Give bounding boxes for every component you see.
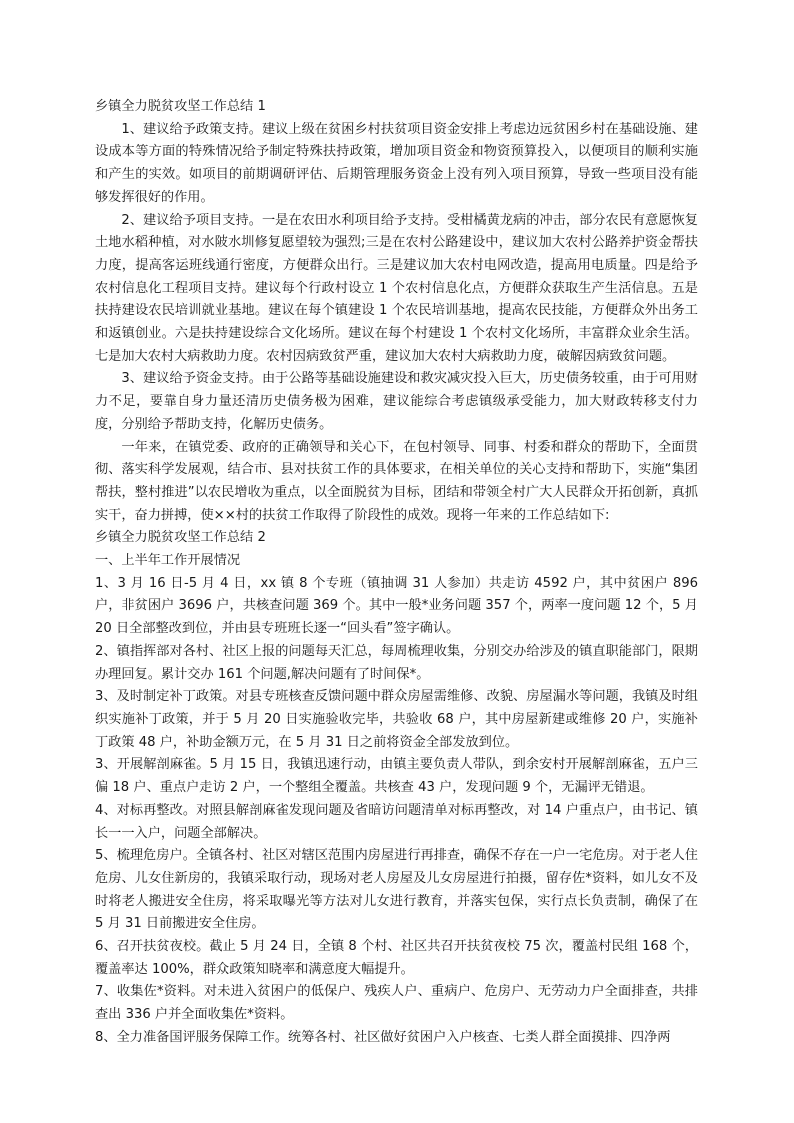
list-item: 3、开展解剖麻雀。5 月 15 日，我镇迅速行动，由镇主要负责人带队，到余安村开展解剖麻雀，五户三偏 18 户、重点户走访 2 户，一个整组全覆盖。共核查 43 户，发现问题 9 个，无漏评无错退。 bbox=[95, 757, 698, 796]
paragraph-fund-support: 3、建议给予资金支持。由于公路等基础设施建设和救灾减灾投入巨大，历史债务较重，由于可用财力不足，要靠自身力量还清历史债务极为困难，建议能综合考虑镇级承受能力，加大财政转移支付力度，分别给予帮助支持，化解历史债务。 bbox=[95, 371, 698, 432]
list-item: 7、收集佐*资料。对未进入贫困户的低保户、残疾人户、重病户、危房户、无劳动力户全面排查，共排查出 336 户并全面收集佐*资料。 bbox=[95, 984, 698, 1023]
section-heading: 一、上半年工作开展情况 bbox=[95, 553, 241, 569]
list-item: 3、及时制定补丁政策。对县专班核查反馈问题中群众房屋需维修、改貌、房屋漏水等问题，我镇及时组织实施补丁政策，并于 5 月 20 日实施验收完毕，共验收 68 户，其中房屋新建或维修 20 户，实施补丁政策 48 户，补助金额万元，在 5 月 31 日之前将资金全部发放到位。 bbox=[95, 689, 698, 750]
document-title-1: 乡镇全力脱贫攻坚工作总结 1 bbox=[95, 99, 266, 114]
paragraph-policy-support: 1、建议给予政策支持。建议上级在贫困乡村扶贫项目资金安排上考虑边远贫困乡村在基础设施、建设成本等方面的特殊情况给予制定特殊扶持政策，增加项目资金和物资预算投入，以便项目的顺利实施和产生的实效。如项目的前期调研评估、后期管理服务资金上没有列入项目预算，导致一些项目没有能够发挥很好的作用。 bbox=[95, 121, 698, 205]
list-item: 6、召开扶贫夜校。截止 5 月 24 日，全镇 8 个村、社区共召开扶贫夜校 75 次，覆盖村民组 168 个，覆盖率达 100%，群众政策知晓率和满意度大幅提升。 bbox=[95, 939, 698, 977]
list-item: 1、3 月 16 日-5 月 4 日，xx 镇 8 个专班（镇抽调 31 人参加）共走访 4592 户，其中贫困户 896 户，非贫困户 3696 户，共核查问题 369 个。其中一般*业务问题 357 个，两率一度问题 12 个，5 月 20 日全部整改到位，并由县专班班长逐一“回头看”签字确认。 bbox=[95, 575, 698, 637]
document-title-2: 乡镇全力脱贫攻坚工作总结 2 bbox=[95, 530, 266, 546]
list-item: 8、全力准备国评服务保障工作。统筹各村、社区做好贫困户入户核查、七类人群全面摸排、四净两 bbox=[95, 1029, 671, 1045]
paragraph-year-summary: 一年来，在镇党委、政府的正确领导和关心下，在包村领导、同事、村委和群众的帮助下，全面贯彻、落实科学发展观，结合市、县对扶贫工作的具体要求，在相关单位的关心支持和帮助下，实施“集团帮扶，整村推进”以农民增收为重点，以全面脱贫为目标，团结和带领全村广大人民群众开拓创新，真抓实干，奋力拼搏，使××村的扶贫工作取得了阶段性的成效。现将一年来的工作总结如下: bbox=[95, 439, 698, 523]
list-item: 2、镇指挥部对各村、社区上报的问题每天汇总，每周梳理收集，分别交办给涉及的镇直职能部门，限期办理回复。累计交办 161 个问题,解决问题有了时间保*。 bbox=[95, 643, 698, 682]
paragraph-project-support: 2、建议给予项目支持。一是在农田水利项目给予支持。受柑橘黄龙病的冲击，部分农民有意愿恢复土地水稻种植，对水陂水圳修复愿望较为强烈;三是在农村公路建设中，建议加大农村公路养护资金帮扶力度，提高客运班线通行密度，方便群众出行。三是建议加大农村电网改造，提高用电质量。四是给予农村信息化工程项目支持。建议每个行政村设立 1 个农村信息化点，方便群众获取生产生活信息。五是扶持建设农民培训就业基地。建议在每个镇建设 1 个农民培训基地，提高农民技能，方便群众外出务工和返镇创业。六是扶持建设综合文化场所。建议在每个村建设 1 个农村文化场所，丰富群众业余生活。七是加大农村大病救助力度。农村因病致贫严重，建议加大农村大病救助力度，破解因病致贫问题。 bbox=[95, 212, 698, 364]
document-body bbox=[95, 96, 698, 1050]
list-item: 5、梳理危房户。全镇各村、社区对辖区范围内房屋进行再排查，确保不存在一户一宅危房。对于老人住危房、儿女住新房的，我镇采取行动，现场对老人房屋及儿女房屋进行拍摄，留存佐*资料，如儿女不及时将老人搬进安全住房，将采取曝光等方法对儿女进行教育，并落实包保，实行点长负责制，确保了在 5 月 31 日前搬进安全住房。 bbox=[95, 848, 698, 932]
list-item: 4、对标再整改。对照县解剖麻雀发现问题及省暗访问题清单对标再整改，对 14 户重点户，由书记、镇长一一入户，问题全部解决。 bbox=[95, 802, 698, 841]
